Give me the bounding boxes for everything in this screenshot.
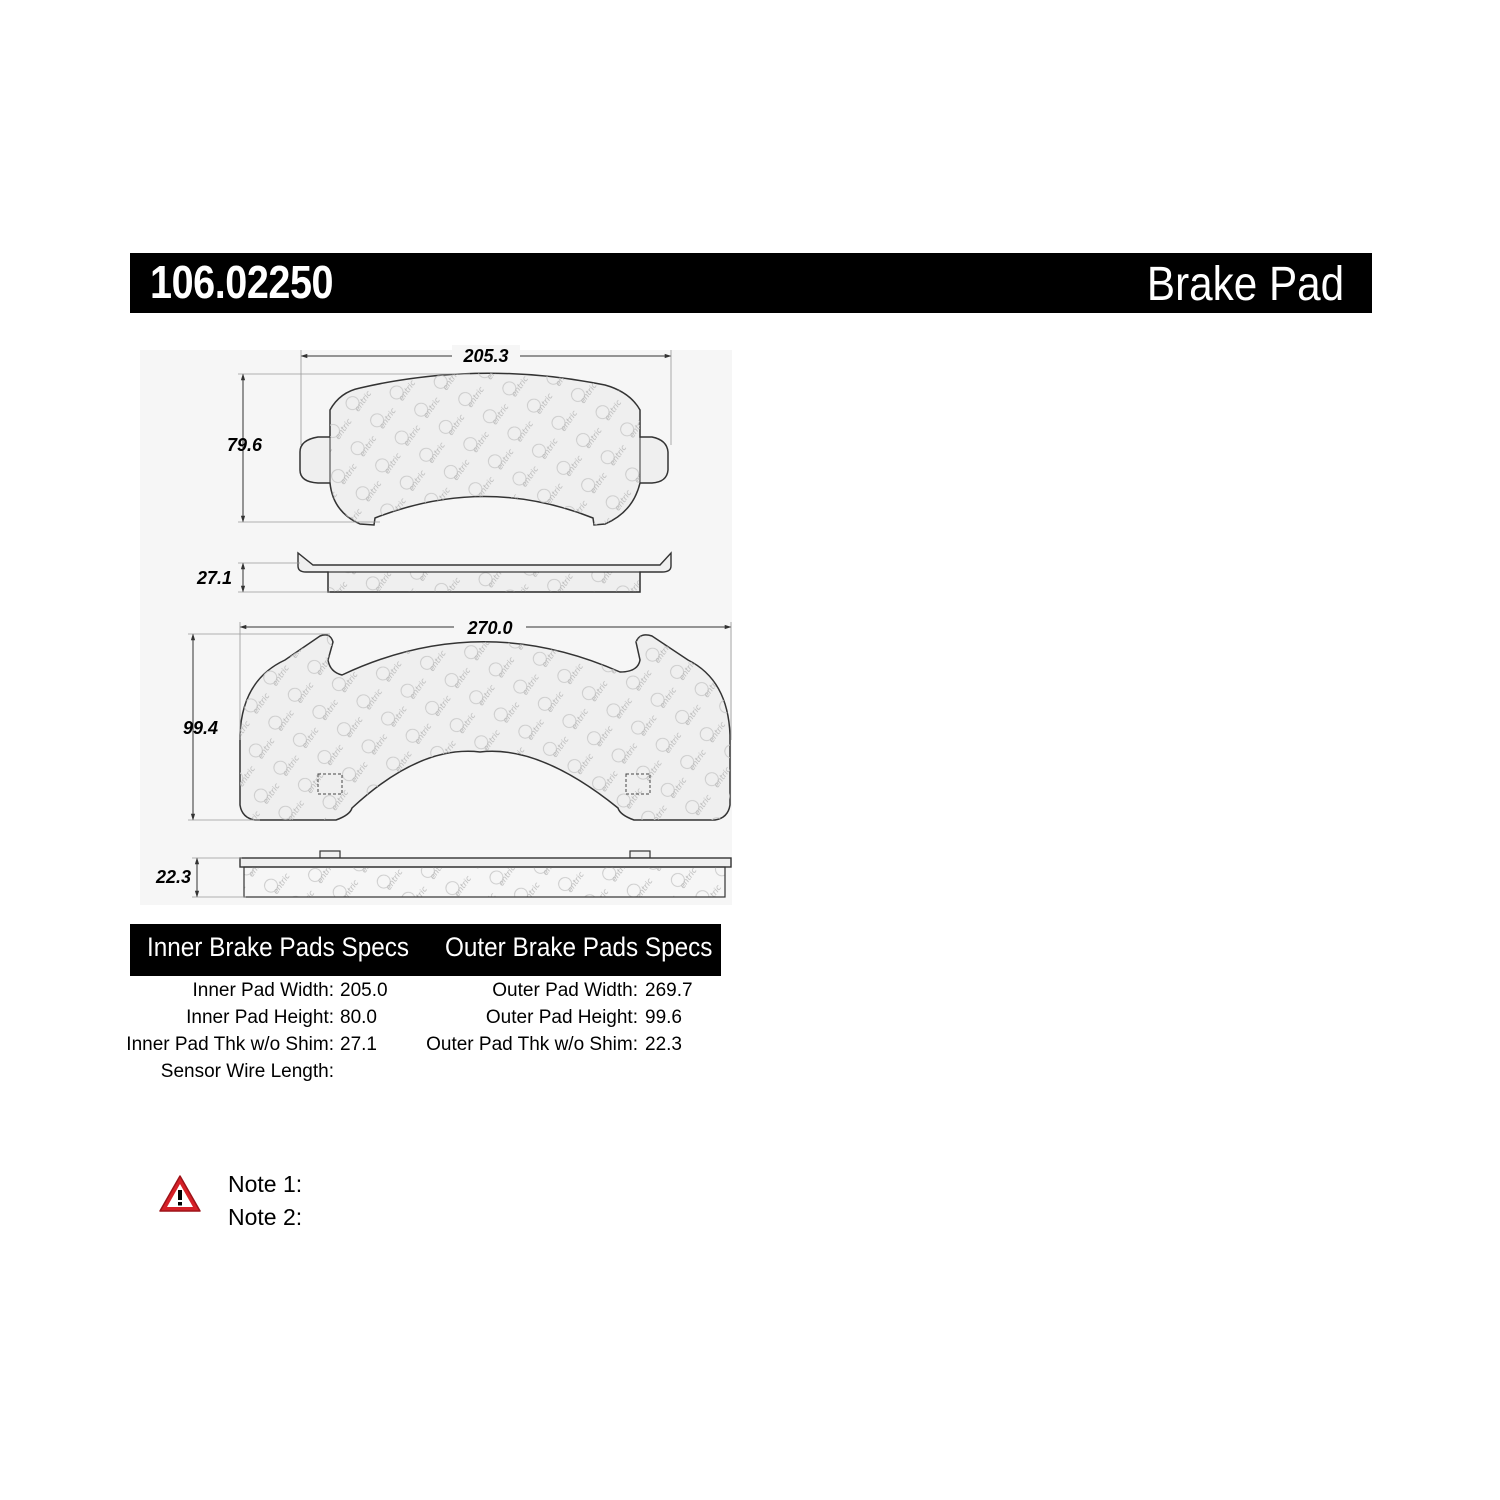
spec-value: 22.3 — [645, 1034, 682, 1055]
note-2: Note 2: — [228, 1204, 303, 1230]
part-number: 106.02250 — [150, 256, 334, 308]
product-type: Brake Pad — [1146, 258, 1344, 311]
spec-row — [130, 1007, 430, 1031]
spec-row — [130, 1061, 430, 1085]
inner-specs-list — [126, 980, 430, 1090]
specs-header-bar — [130, 924, 721, 976]
outer-width-dim: 270.0 — [467, 618, 513, 638]
outer-height-dim: 99.4 — [182, 718, 218, 738]
spec-row — [430, 1007, 730, 1031]
inner-thickness-dim: 27.1 — [196, 568, 232, 588]
warning-icon — [157, 1173, 203, 1215]
spec-row — [130, 980, 430, 1004]
spec-label: Outer Pad Height: — [485, 1007, 638, 1028]
outer-pad-side — [240, 851, 731, 897]
spec-value: 205.0 — [340, 980, 388, 1001]
outer-thickness-dim: 22.3 — [155, 867, 191, 887]
spec-label: Inner Pad Height: — [186, 1007, 334, 1028]
note-1: Note 1: — [228, 1171, 303, 1197]
spec-row — [426, 1034, 730, 1058]
spec-value: 27.1 — [340, 1034, 377, 1055]
inner-height-dim: 79.6 — [226, 435, 262, 455]
spec-value: 99.6 — [645, 1007, 682, 1028]
inner-width-dim: 205.3 — [463, 346, 509, 366]
spec-value: 80.0 — [340, 1007, 377, 1028]
spec-label: Inner Pad Thk w/o Shim: — [126, 1034, 334, 1055]
spec-row — [126, 1034, 430, 1058]
spec-label: Inner Pad Width: — [192, 980, 334, 1001]
spec-value: 269.7 — [645, 980, 693, 1001]
spec-label: Outer Pad Width: — [492, 980, 638, 1001]
spec-row — [430, 980, 730, 1004]
spec-label: Outer Pad Thk w/o Shim: — [426, 1034, 638, 1055]
brake-pad-drawing — [130, 345, 735, 905]
title-bar — [130, 253, 1372, 313]
outer-specs-list — [426, 980, 730, 1064]
inner-specs-title: Inner Brake Pads Specs — [147, 932, 410, 962]
spec-label: Sensor Wire Length: — [160, 1061, 334, 1082]
outer-specs-title: Outer Brake Pads Specs — [445, 932, 713, 962]
